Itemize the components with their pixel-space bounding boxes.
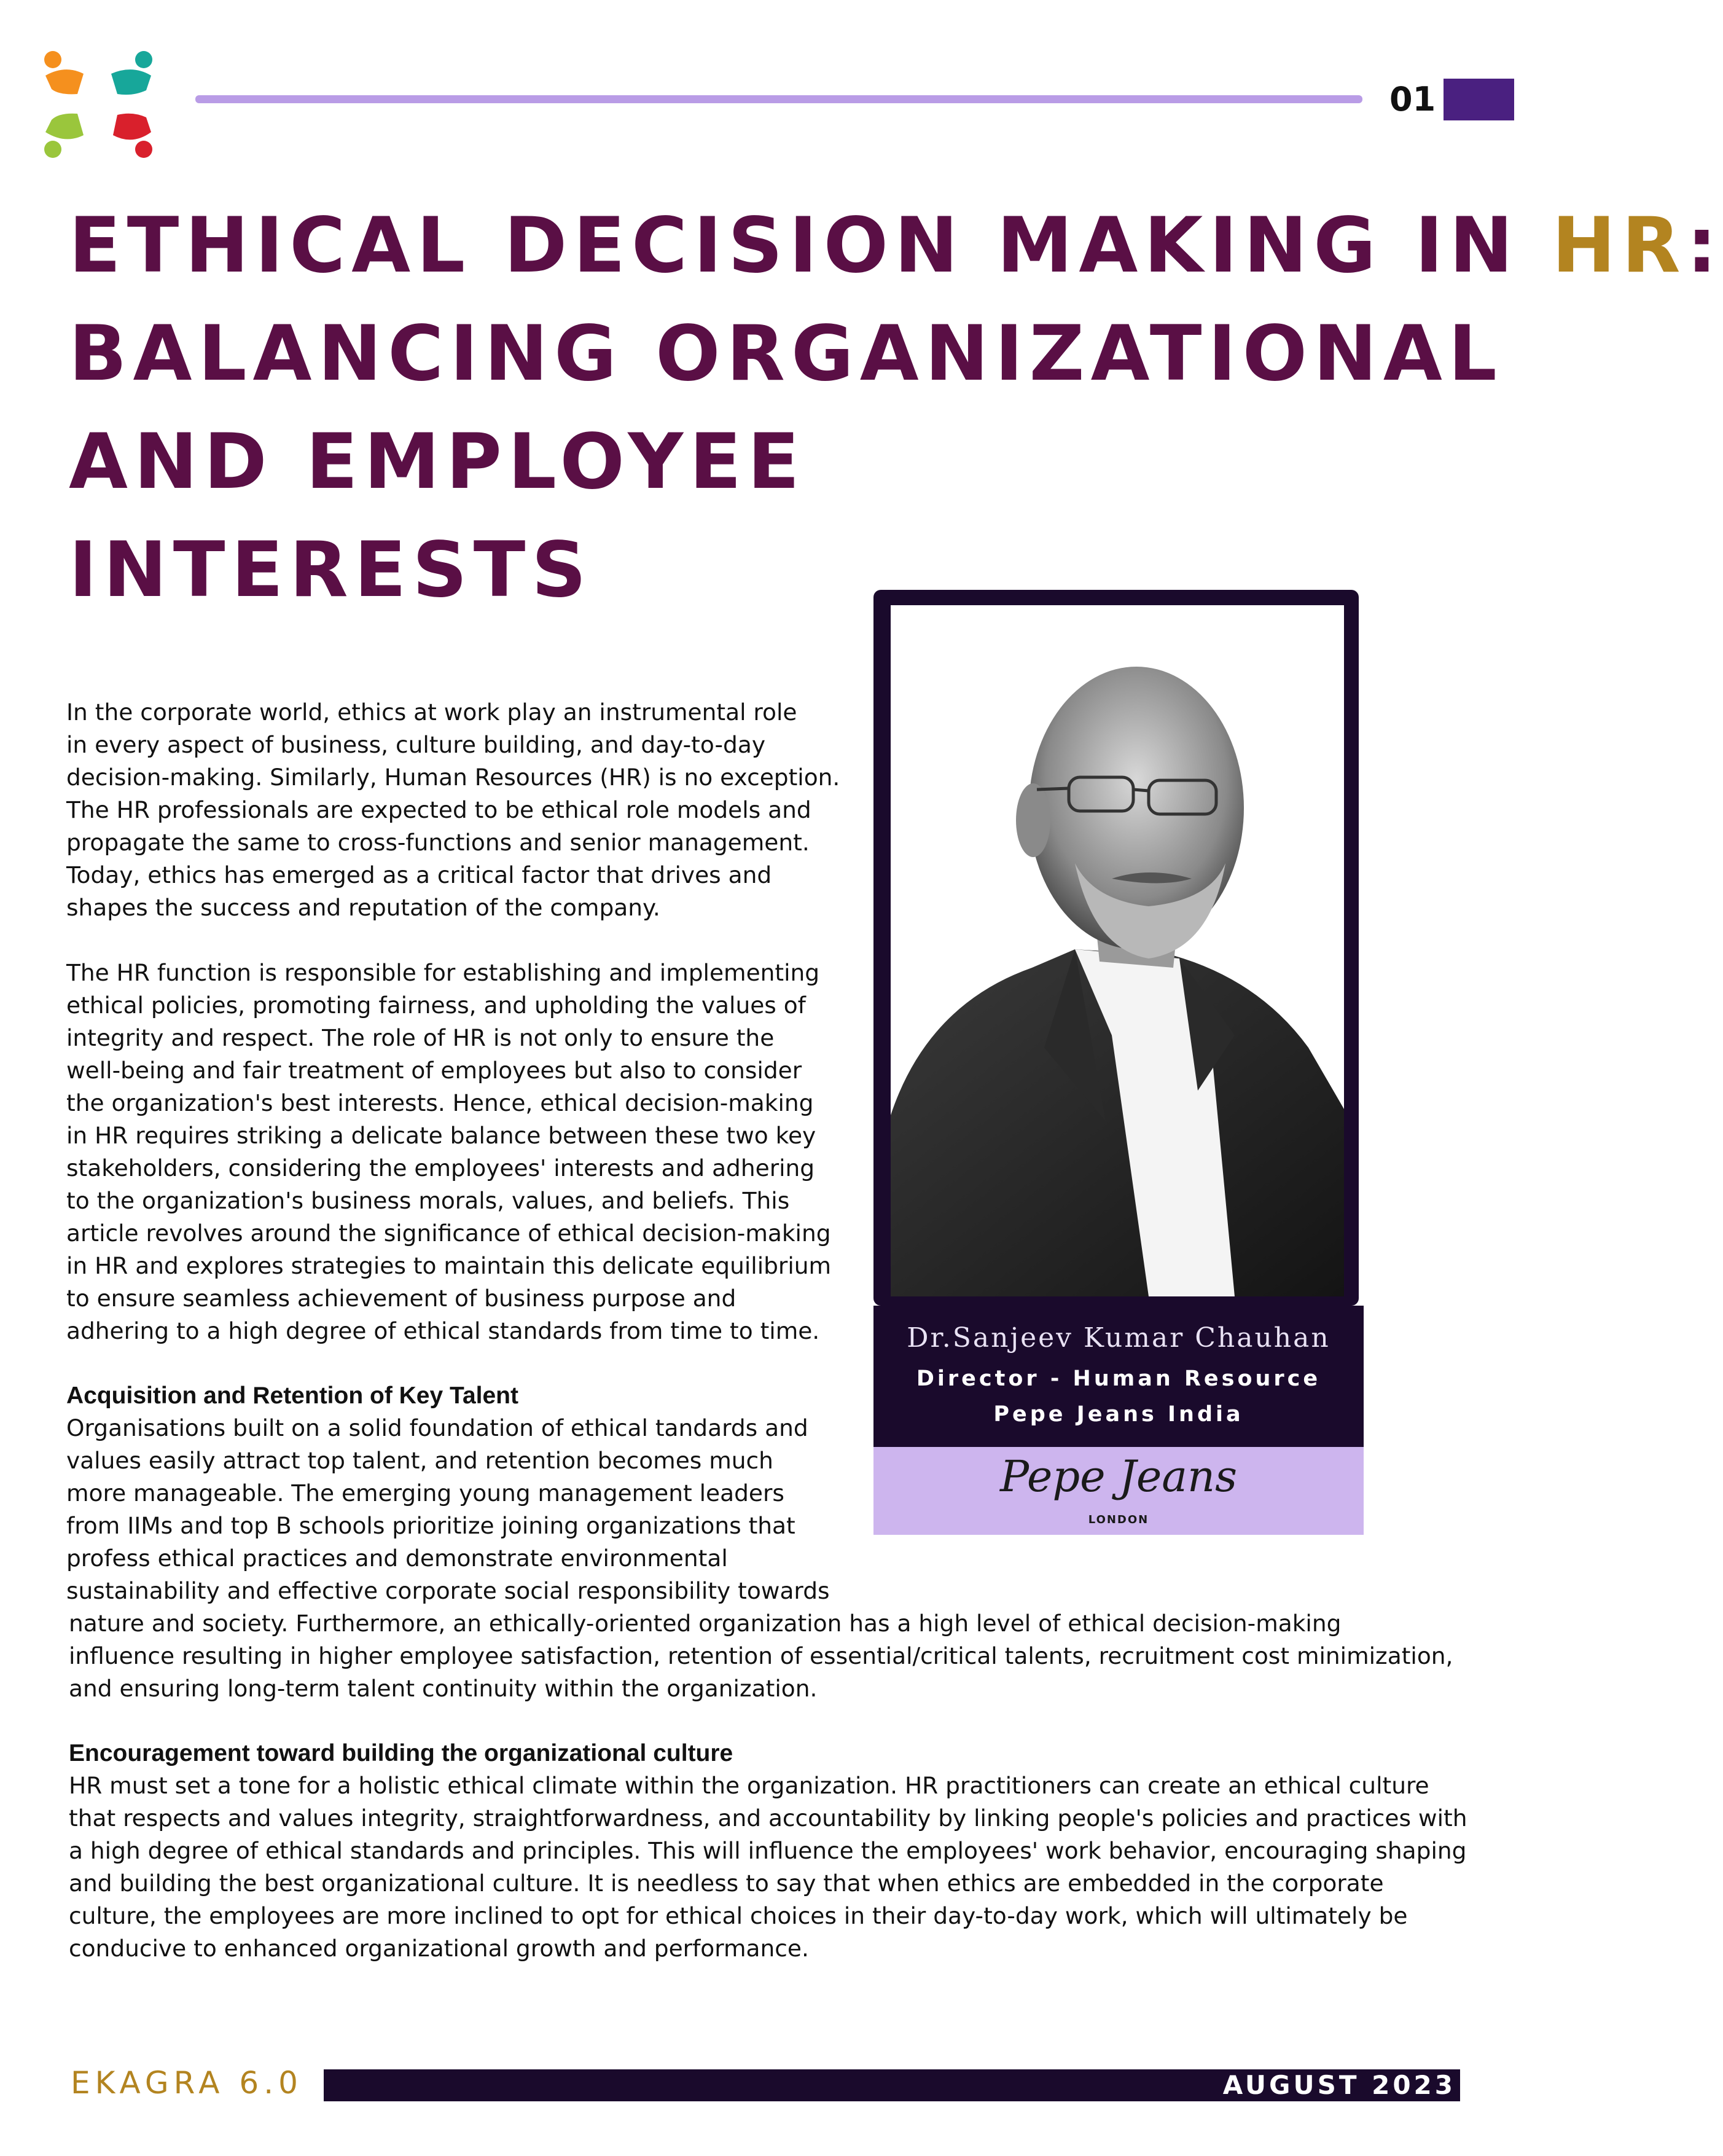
portrait-illustration bbox=[891, 605, 1344, 1296]
issue-date: AUGUST 2023 bbox=[1222, 2070, 1456, 2100]
text-line: HR must set a tone for a holistic ethical climate within the organization. HR practitioners can create an ethical culture bbox=[69, 1772, 1429, 1799]
text-line: profess ethical practices and demonstrate environmental bbox=[66, 1545, 728, 1572]
section-heading-culture: Encouragement toward building the organizational culture bbox=[69, 1740, 733, 1766]
text-line: conducive to enhanced organizational growth and performance. bbox=[69, 1935, 809, 1962]
text-line: The HR function is responsible for establishing and implementing bbox=[66, 959, 820, 986]
pepe-jeans-logo: Pepe Jeans bbox=[999, 1451, 1238, 1502]
text-line: that respects and values integrity, straightforwardness, and accountability by linking people's policies and practices with bbox=[69, 1805, 1467, 1832]
text-line: sustainability and effective corporate social responsibility towards bbox=[66, 1577, 830, 1604]
magazine-name: EKAGRA 6.0 bbox=[71, 2065, 303, 2101]
text-line: in HR requires striking a delicate balance between these two key bbox=[66, 1122, 816, 1149]
title-colon: : bbox=[1686, 202, 1723, 290]
title-line-1 bbox=[69, 192, 1723, 300]
text-line: to the organization's business morals, values, and beliefs. This bbox=[66, 1187, 790, 1214]
title-highlight: HR bbox=[1552, 202, 1687, 290]
text-line: influence resulting in higher employee satisfaction, retention of essential/critical talents, recruitment cost minimization, bbox=[69, 1642, 1453, 1669]
text-line: values easily attract top talent, and retention becomes much bbox=[66, 1447, 773, 1474]
section-heading-talent: Acquisition and Retention of Key Talent bbox=[66, 1382, 518, 1409]
author-name: Dr.Sanjeev Kumar Chauhan bbox=[907, 1322, 1330, 1354]
title-line-1-text: ETHICAL DECISION MAKING IN bbox=[69, 202, 1552, 290]
text-line: Today, ethics has emerged as a critical factor that drives and bbox=[66, 861, 772, 888]
text-line: The HR professionals are expected to be ethical role models and bbox=[66, 796, 811, 823]
profile-photo bbox=[891, 605, 1344, 1296]
text-line: a high degree of ethical standards and principles. This will influence the employees' work behavior, encouraging shaping bbox=[69, 1837, 1467, 1864]
text-line: ethical policies, promoting fairness, and upholding the values of bbox=[66, 992, 806, 1019]
title-line-4: INTERESTS bbox=[69, 526, 593, 614]
text-line: to ensure seamless achievement of business purpose and bbox=[66, 1285, 736, 1312]
author-company: Pepe Jeans India bbox=[993, 1402, 1244, 1427]
page-number: 01 bbox=[1389, 80, 1436, 119]
paragraph-intro bbox=[66, 696, 840, 924]
page-number-block bbox=[1444, 79, 1514, 120]
text-line: and building the best organizational culture. It is needless to say that when ethics are embedded in the corporate bbox=[69, 1870, 1384, 1897]
paragraph-talent bbox=[66, 1412, 830, 1607]
header-rule bbox=[195, 95, 1362, 103]
text-line: article revolves around the significance of ethical decision-making bbox=[66, 1220, 831, 1247]
text-line: well-being and fair treatment of employees but also to consider bbox=[66, 1057, 802, 1084]
text-line: shapes the success and reputation of the company. bbox=[66, 894, 660, 921]
text-line: integrity and respect. The role of HR is not only to ensure the bbox=[66, 1024, 775, 1051]
paragraph-talent-continued bbox=[69, 1607, 1453, 1705]
paragraph-culture bbox=[69, 1770, 1467, 1965]
text-line: the organization's best interests. Hence, ethical decision-making bbox=[66, 1089, 814, 1116]
text-line: in every aspect of business, culture building, and day-to-day bbox=[66, 731, 766, 758]
magazine-logo bbox=[41, 46, 157, 163]
article-title bbox=[69, 192, 1723, 624]
text-line: Organisations built on a solid foundation of ethical tandards and bbox=[66, 1414, 808, 1441]
text-line: culture, the employees are more inclined to opt for ethical choices in their day-to-day work, which will ultimately be bbox=[69, 1902, 1408, 1929]
text-line: and ensuring long-term talent continuity within the organization. bbox=[69, 1675, 818, 1702]
title-line-2: BALANCING ORGANIZATIONAL bbox=[69, 310, 1503, 398]
paragraph-hr-function bbox=[66, 957, 831, 1347]
text-line: nature and society. Furthermore, an ethically-oriented organization has a high level of ethical decision-making bbox=[69, 1610, 1342, 1637]
text-line: propagate the same to cross-functions and senior management. bbox=[66, 829, 810, 856]
text-line: In the corporate world, ethics at work play an instrumental role bbox=[66, 699, 797, 726]
text-line: more manageable. The emerging young management leaders bbox=[66, 1480, 784, 1507]
author-role: Director - Human Resource bbox=[916, 1366, 1321, 1391]
text-line: decision-making. Similarly, Human Resources (HR) is no exception. bbox=[66, 764, 840, 791]
text-line: adhering to a high degree of ethical standards from time to time. bbox=[66, 1317, 820, 1344]
text-line: stakeholders, considering the employees' interests and adhering bbox=[66, 1154, 815, 1182]
title-line-3: AND EMPLOYEE bbox=[69, 418, 806, 506]
pepe-jeans-logo-sub: LONDON bbox=[1088, 1513, 1149, 1526]
text-line: in HR and explores strategies to maintain this delicate equilibrium bbox=[66, 1252, 832, 1279]
text-line: from IIMs and top B schools prioritize joining organizations that bbox=[66, 1512, 795, 1539]
